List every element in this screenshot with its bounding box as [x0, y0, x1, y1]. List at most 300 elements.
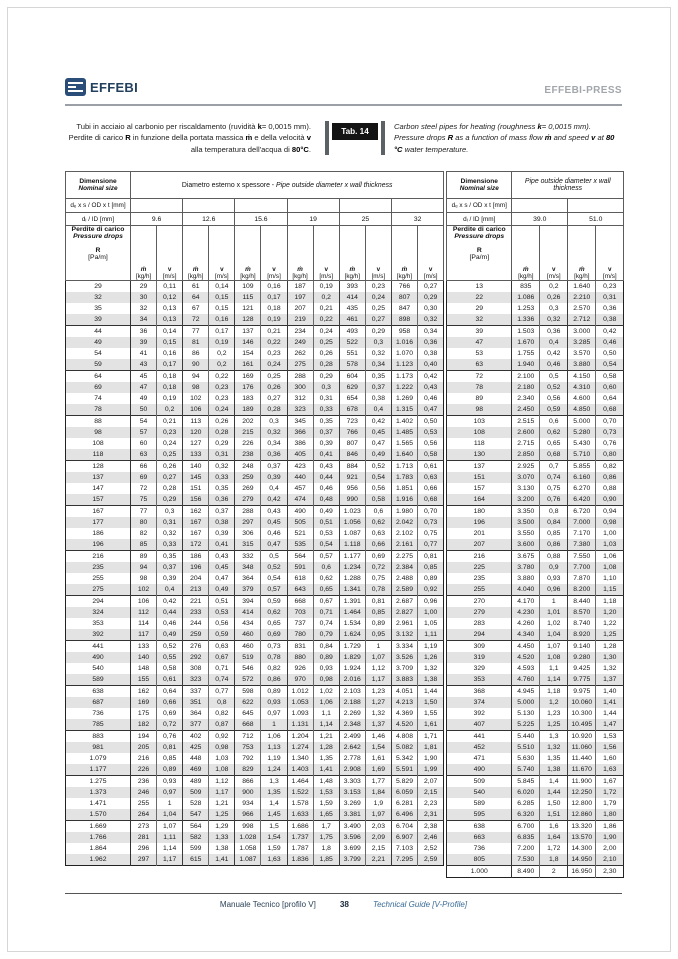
table-row [447, 483, 624, 494]
speed-value: 1,1 [540, 663, 568, 674]
speed-value: 0,76 [596, 438, 624, 449]
mass-flow-value: 934 [235, 798, 261, 809]
mass-flow-value: 345 [287, 416, 313, 428]
speed-value: 1,02 [540, 618, 568, 629]
mass-flow-value: 4.230 [512, 607, 540, 618]
speed-value: 0,40 [418, 359, 444, 371]
speed-value: 0,42 [596, 326, 624, 338]
speed-value: 1,28 [313, 742, 339, 753]
speed-value: 0,92 [209, 731, 235, 743]
speed-value: 1,00 [596, 528, 624, 539]
speed-value: 1,3 [540, 731, 568, 743]
mass-flow-value: 900 [235, 787, 261, 798]
speed-header: v [m/s] [540, 226, 568, 281]
mass-flow-value: 5.342 [391, 753, 417, 764]
pressure-drop-value: 309 [447, 641, 512, 653]
mass-flow-value: 248 [235, 461, 261, 473]
mass-flow-value: 622 [235, 697, 261, 708]
speed-value: 1,08 [540, 652, 568, 663]
mass-flow-value: 2.275 [391, 551, 417, 563]
speed-value: 0,2 [313, 292, 339, 303]
table-row [66, 551, 444, 563]
pressure-drop-value: 147 [66, 483, 131, 494]
pressure-drop-value: 167 [66, 506, 131, 518]
table-row [66, 303, 444, 314]
speed-value: 0,59 [540, 404, 568, 416]
pressure-drop-value: 130 [447, 449, 512, 461]
speed-value: 1,4 [540, 776, 568, 788]
speed-value: 0,74 [209, 674, 235, 686]
table-row [66, 708, 444, 719]
mass-flow-value: 3.153 [339, 787, 365, 798]
effebi-logo-icon [65, 78, 86, 96]
speed-value: 1,29 [209, 821, 235, 833]
speed-value: 1,37 [365, 719, 391, 731]
mass-flow-value: 3.130 [512, 483, 540, 494]
pressure-drop-value: 294 [66, 596, 131, 608]
pressure-drop-value: 108 [447, 427, 512, 438]
speed-value: 0,98 [209, 742, 235, 753]
mass-flow-value: 1.070 [391, 348, 417, 359]
speed-value: 0,66 [365, 539, 391, 551]
mass-flow-value: 60 [131, 438, 157, 449]
speed-value: 0,26 [540, 292, 568, 303]
mass-flow-value: 4.520 [391, 719, 417, 731]
speed-value: 1,54 [365, 742, 391, 753]
speed-value: 0,25 [261, 371, 287, 383]
table-row [66, 573, 444, 584]
mass-flow-value: 1.028 [235, 832, 261, 843]
speed-value: 1,24 [261, 764, 287, 776]
speed-value: 0,23 [596, 281, 624, 293]
speed-value: 0,45 [209, 562, 235, 573]
mass-flow-value: 1.534 [339, 618, 365, 629]
mass-flow-value: 106 [131, 596, 157, 608]
mass-flow-value: 5.845 [512, 776, 540, 788]
mass-flow-value: 460 [235, 641, 261, 653]
mass-flow-value: 847 [391, 303, 417, 314]
speed-value: 0,13 [157, 303, 183, 314]
mass-flow-value: 288 [235, 506, 261, 518]
mass-flow-value: 1.565 [391, 438, 417, 449]
speed-value: 1,38 [540, 764, 568, 776]
speed-value: 0,39 [313, 438, 339, 449]
table-row [66, 292, 444, 303]
speed-value: 0,30 [418, 303, 444, 314]
speed-value: 1,8 [313, 843, 339, 854]
speed-value: 0,87 [209, 719, 235, 731]
speed-value: 1,46 [365, 731, 391, 743]
speed-value: 0,84 [540, 517, 568, 528]
speed-value: 0,21 [261, 326, 287, 338]
mass-flow-value: 9.140 [568, 641, 596, 653]
speed-value: 1,06 [313, 697, 339, 708]
speed-value: 0,4 [365, 404, 391, 416]
mass-flow-value: 215 [235, 427, 261, 438]
mass-flow-value: 618 [287, 573, 313, 584]
mass-flow-value: 2.589 [391, 584, 417, 596]
mass-flow-value: 2.103 [339, 686, 365, 698]
mass-flow-value: 547 [183, 809, 209, 821]
table-row [66, 438, 444, 449]
size-header: 22 x 1,5 [287, 199, 339, 213]
mass-flow-value: 405 [287, 449, 313, 461]
speed-value: 1,86 [596, 821, 624, 833]
speed-value: 0,36 [540, 326, 568, 338]
pressure-drop-value: 63 [447, 359, 512, 371]
mass-flow-value: 332 [235, 551, 261, 563]
mass-flow-value: 5.710 [568, 449, 596, 461]
mass-flow-value: 72 [183, 314, 209, 326]
speed-value: 0,54 [313, 539, 339, 551]
speed-value: 0,96 [418, 596, 444, 608]
mass-flow-value: 49 [131, 393, 157, 404]
pressure-drop-value: 78 [66, 404, 131, 416]
mass-flow-value: 14.950 [568, 854, 596, 866]
speed-value: 0,19 [313, 281, 339, 293]
mass-flow-value: 7.700 [568, 562, 596, 573]
speed-value: 2,15 [365, 843, 391, 854]
speed-value: 0,42 [157, 596, 183, 608]
speed-value: 0,24 [365, 292, 391, 303]
speed-value: 0,22 [313, 314, 339, 326]
mass-flow-value: 121 [235, 303, 261, 314]
mass-flow-value: 11.900 [568, 776, 596, 788]
mass-flow-value: 41 [131, 348, 157, 359]
mass-flow-value: 6.059 [391, 787, 417, 798]
pressure-drop-value: 329 [447, 663, 512, 674]
mass-flow-value: 81 [183, 337, 209, 348]
speed-value: 1,53 [313, 787, 339, 798]
speed-value: 0,68 [540, 449, 568, 461]
mass-flow-value: 394 [235, 596, 261, 608]
id-value: 51.0 [568, 213, 624, 226]
pressure-drop-value: 137 [66, 472, 131, 483]
speed-value: 0,73 [596, 427, 624, 438]
pressure-drop-value: 98 [447, 404, 512, 416]
speed-value: 0,89 [365, 618, 391, 629]
pressure-drop-value: 1.669 [66, 821, 131, 833]
mass-flow-value: 723 [339, 416, 365, 428]
mass-flow-value: 197 [287, 292, 313, 303]
table-row [447, 584, 624, 596]
mass-flow-value: 112 [131, 607, 157, 618]
speed-value: 0,86 [261, 674, 287, 686]
table-row [447, 303, 624, 314]
mass-flow-header: ṁ [kg/h] [131, 226, 157, 281]
mass-flow-value: 2.269 [339, 708, 365, 719]
speed-value: 1,48 [313, 776, 339, 788]
speed-value: 0,46 [157, 618, 183, 629]
speed-value: 0,58 [418, 449, 444, 461]
table-row [447, 776, 624, 788]
mass-flow-value: 1.670 [512, 337, 540, 348]
pressure-drop-value: 201 [447, 528, 512, 539]
speed-value: 2,46 [418, 832, 444, 843]
speed-value: 0,76 [157, 731, 183, 743]
speed-value: 0,42 [261, 494, 287, 506]
speed-value: 0,3 [540, 303, 568, 314]
mass-flow-value: 831 [287, 641, 313, 653]
mass-flow-value: 2.961 [391, 618, 417, 629]
speed-value: 1,19 [261, 753, 287, 764]
speed-value: 0,61 [157, 674, 183, 686]
speed-value: 0,50 [418, 416, 444, 428]
page-number: 38 [339, 900, 349, 910]
speed-value: 0,16 [209, 314, 235, 326]
mass-flow-header: ṁ [kg/h] [568, 226, 596, 281]
mass-flow-value: 2.488 [391, 573, 417, 584]
mass-flow-value: 2.600 [512, 427, 540, 438]
mass-flow-value: 8.740 [568, 618, 596, 629]
mass-flow-value: 167 [183, 517, 209, 528]
mass-flow-value: 519 [235, 652, 261, 663]
speed-value: 0,4 [540, 337, 568, 348]
mass-flow-value: 36 [131, 326, 157, 338]
speed-value: 0,32 [261, 427, 287, 438]
speed-value: 0,70 [418, 506, 444, 518]
speed-value: 1,41 [596, 697, 624, 708]
mass-flow-value: 1.087 [235, 854, 261, 866]
speed-value: 1,99 [418, 764, 444, 776]
mass-flow-value: 2.712 [568, 314, 596, 326]
speed-header: v [m/s] [261, 226, 287, 281]
mass-flow-value: 9.775 [568, 674, 596, 686]
pressure-drop-value: 64 [66, 371, 131, 383]
mass-flow-value: 1.123 [391, 359, 417, 371]
speed-value: 1,60 [596, 753, 624, 764]
mass-flow-value: 792 [235, 753, 261, 764]
pressure-drop-table-small-sizes [65, 171, 444, 866]
speed-value: 0,63 [209, 641, 235, 653]
mass-flow-value: 2.642 [339, 742, 365, 753]
table-row [66, 359, 444, 371]
mass-flow-value: 4.260 [512, 618, 540, 629]
mass-flow-value: 3.780 [512, 562, 540, 573]
mass-flow-value: 11.440 [568, 753, 596, 764]
speed-value: 1,67 [596, 776, 624, 788]
mass-flow-value: 1.093 [287, 708, 313, 719]
speed-value: 0,37 [209, 506, 235, 518]
speed-value: 1,75 [313, 832, 339, 843]
pressure-drop-value: 255 [447, 584, 512, 596]
mass-flow-value: 1.391 [339, 596, 365, 608]
speed-value: 1,17 [209, 787, 235, 798]
pressure-drop-value: 137 [447, 461, 512, 473]
mass-flow-value: 69 [131, 472, 157, 483]
mass-flow-value: 189 [235, 404, 261, 416]
mass-flow-value: 337 [183, 686, 209, 698]
id-value: 32 [391, 213, 443, 226]
speed-value: 0,39 [261, 472, 287, 483]
speed-value: 0,32 [157, 528, 183, 539]
mass-flow-value: 156 [183, 494, 209, 506]
mass-flow-value: 448 [183, 753, 209, 764]
speed-value: 2,23 [418, 798, 444, 809]
mass-flow-value: 82 [131, 528, 157, 539]
mass-flow-value: 1.253 [512, 303, 540, 314]
mass-flow-value: 72 [131, 483, 157, 494]
speed-value: 0,39 [209, 528, 235, 539]
speed-value: 0,79 [313, 629, 339, 641]
speed-value: 0,72 [157, 719, 183, 731]
speed-value: 1,40 [596, 686, 624, 698]
table-row [66, 281, 444, 293]
mass-flow-value: 67 [183, 303, 209, 314]
mass-flow-value: 1.340 [287, 753, 313, 764]
mass-flow-value: 9.975 [568, 686, 596, 698]
mass-flow-value: 3.285 [568, 337, 596, 348]
mass-flow-value: 14.300 [568, 843, 596, 854]
speed-value: 0,3 [261, 416, 287, 428]
pressure-drop-value: 1.373 [66, 787, 131, 798]
table-row [66, 517, 444, 528]
speed-value: 0,97 [261, 708, 287, 719]
speed-value: 0,54 [596, 359, 624, 371]
mass-flow-value: 133 [183, 449, 209, 461]
mass-flow-value: 615 [183, 854, 209, 866]
table-row [447, 809, 624, 821]
mass-flow-value: 521 [287, 528, 313, 539]
intro-text-english: Carbon steel pipes for heating (roughness k= 0,0015 mm). Pressure drops R as a function of mass flow ṁ and speed v at 80 °C water temperature. [394, 122, 615, 154]
table-row [66, 506, 444, 518]
mass-flow-value: 279 [235, 494, 261, 506]
speed-value: 0,68 [418, 494, 444, 506]
mass-flow-value: 4.170 [512, 596, 540, 608]
speed-value: 0,52 [157, 641, 183, 653]
mass-flow-value: 4.310 [568, 382, 596, 393]
mass-flow-value: 1.916 [391, 494, 417, 506]
mass-flow-value: 766 [339, 427, 365, 438]
speed-value: 1,14 [157, 843, 183, 854]
intro-block [65, 121, 622, 155]
pressure-drop-value: 32 [447, 314, 512, 326]
mass-flow-value: 1.522 [287, 787, 313, 798]
speed-value: 0,65 [261, 618, 287, 629]
mass-flow-value: 591 [287, 562, 313, 573]
mass-flow-value: 57 [131, 427, 157, 438]
speed-value: 0,6 [365, 506, 391, 518]
mass-flow-value: 43 [131, 359, 157, 371]
speed-value: 0,75 [418, 528, 444, 539]
speed-value: 0,4 [261, 483, 287, 494]
mass-flow-value: 162 [183, 506, 209, 518]
table-row [447, 427, 624, 438]
table-row [447, 663, 624, 674]
mass-flow-value: 490 [287, 506, 313, 518]
mass-flow-value: 1.787 [287, 843, 313, 854]
mass-flow-value: 766 [391, 281, 417, 293]
speed-value: 2,07 [418, 776, 444, 788]
mass-flow-value: 1.402 [391, 416, 417, 428]
speed-value: 0,86 [540, 539, 568, 551]
mass-flow-value: 8.570 [568, 607, 596, 618]
mass-flow-value: 233 [183, 607, 209, 618]
speed-value: 0,37 [157, 562, 183, 573]
speed-value: 0,64 [596, 393, 624, 404]
mass-flow-value: 292 [183, 652, 209, 663]
mass-flow-value: 898 [391, 314, 417, 326]
mass-flow-value: 3.709 [391, 663, 417, 674]
speed-value: 0,58 [157, 663, 183, 674]
speed-value: 0,53 [209, 607, 235, 618]
mass-flow-value: 98 [131, 573, 157, 584]
speed-value: 0,32 [209, 461, 235, 473]
speed-value: 0,69 [157, 708, 183, 719]
footer-title-italian: Manuale Tecnico [profilo V] [219, 900, 316, 910]
speed-value: 1,13 [261, 742, 287, 753]
pressure-drop-value: 157 [66, 494, 131, 506]
pressure-drop-value: 255 [66, 573, 131, 584]
speed-value: 0,25 [157, 449, 183, 461]
mass-flow-value: 4.213 [391, 697, 417, 708]
table-row [66, 314, 444, 326]
table-row [66, 539, 444, 551]
table-row [66, 607, 444, 618]
mass-flow-value: 564 [287, 551, 313, 563]
speed-value: 1,38 [418, 674, 444, 686]
mass-flow-value: 1.686 [287, 821, 313, 833]
speed-value: 2,38 [418, 821, 444, 833]
mass-flow-value: 926 [287, 663, 313, 674]
mass-flow-value: 4.340 [512, 629, 540, 641]
table-row [66, 528, 444, 539]
mass-flow-value: 990 [339, 494, 365, 506]
mass-flow-value: 807 [391, 292, 417, 303]
mass-flow-value: 7.103 [391, 843, 417, 854]
mass-flow-value: 128 [235, 314, 261, 326]
mass-flow-value: 213 [183, 584, 209, 596]
mass-flow-header: ṁ [kg/h] [287, 226, 313, 281]
pressure-drop-value: 180 [447, 506, 512, 518]
mass-flow-value: 8.200 [568, 584, 596, 596]
speed-value: 0,23 [209, 382, 235, 393]
speed-value: 0,51 [209, 596, 235, 608]
speed-value: 1,23 [365, 686, 391, 698]
mass-flow-value: 7.295 [391, 854, 417, 866]
mass-flow-value: 3.200 [512, 494, 540, 506]
pressure-drop-value: 54 [66, 348, 131, 359]
mass-flow-value: 2.100 [512, 371, 540, 383]
speed-value: 0,74 [313, 618, 339, 629]
mass-flow-value: 30 [131, 292, 157, 303]
speed-value: 0,19 [261, 314, 287, 326]
speed-value: 1 [365, 641, 391, 653]
speed-value: 1,90 [596, 832, 624, 843]
table-row [66, 416, 444, 428]
pressure-drop-value: 128 [66, 461, 131, 473]
mass-flow-value: 3.600 [512, 539, 540, 551]
size-header: 35 x 1,5 [391, 199, 443, 213]
pressure-drop-value: 452 [447, 742, 512, 753]
table-row [447, 652, 624, 663]
speed-value: 0,85 [540, 528, 568, 539]
speed-value: 0,31 [596, 292, 624, 303]
mass-flow-value: 3.880 [568, 359, 596, 371]
mass-flow-value: 77 [131, 506, 157, 518]
mass-flow-value: 4.850 [568, 404, 596, 416]
mass-flow-value: 668 [287, 596, 313, 608]
mass-flow-value: 678 [339, 404, 365, 416]
mass-flow-value: 414 [235, 607, 261, 618]
mass-flow-value: 393 [339, 281, 365, 293]
mass-flow-value: 183 [235, 393, 261, 404]
speed-value: 0,41 [313, 449, 339, 461]
mass-flow-value: 1.131 [287, 719, 313, 731]
table-row [447, 472, 624, 483]
speed-value: 0,35 [365, 371, 391, 383]
speed-value: 0,7 [540, 461, 568, 473]
